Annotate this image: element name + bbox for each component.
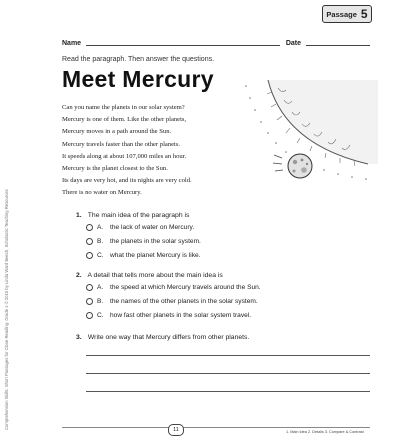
option-letter: B.: [97, 238, 104, 245]
passage-badge: [322, 5, 372, 23]
option-letter: A.: [97, 224, 104, 231]
question-1-option-a[interactable]: [86, 224, 194, 231]
option-text: how fast other planets in the solar system travel.: [110, 312, 252, 319]
option-text: the names of the other planets in the solar system.: [110, 298, 258, 305]
option-letter: B.: [97, 298, 104, 305]
passage-number: 5: [360, 7, 368, 21]
radio-circle-icon[interactable]: [86, 312, 93, 319]
passage-line: There is no water on Mercury.: [62, 189, 142, 197]
radio-circle-icon[interactable]: [86, 238, 93, 245]
question-text: Write one way that Mercury differs from other planets.: [87, 334, 250, 341]
question-text: The main idea of the paragraph is: [87, 212, 190, 219]
radio-circle-icon[interactable]: [86, 298, 93, 305]
mercury-planet: [288, 154, 312, 178]
name-date-row: [62, 35, 370, 47]
option-text: what the planet Mercury is like.: [110, 252, 201, 259]
question-2-option-a[interactable]: [86, 284, 261, 291]
radio-circle-icon[interactable]: [86, 224, 93, 231]
passage-line: Mercury is the planet closest to the Sun.: [62, 165, 168, 173]
question-1-option-b[interactable]: [86, 238, 201, 245]
page-number: 11: [168, 424, 184, 436]
page-title: Meet Mercury: [62, 66, 214, 92]
instructions: Read the paragraph. Then answer the questions.: [62, 56, 215, 63]
option-letter: C.: [97, 252, 104, 259]
passage-label: Passage: [326, 9, 357, 19]
question-number: 1.: [76, 212, 82, 219]
passage-line: Mercury moves in a path around the Sun.: [62, 128, 172, 136]
name-label: Name: [62, 40, 82, 47]
passage-line: It speeds along at about 107,000 miles an hour.: [62, 152, 187, 160]
question-number: 2.: [76, 272, 82, 279]
question-1-option-c[interactable]: [86, 252, 201, 259]
option-text: the lack of water on Mercury.: [110, 224, 195, 231]
answer-line-1[interactable]: [86, 355, 370, 356]
date-label: Date: [285, 40, 301, 47]
question-text: A detail that tells more about the main idea is: [87, 272, 223, 279]
answer-line-2[interactable]: [86, 373, 370, 374]
date-field-line[interactable]: [306, 37, 370, 46]
question-2: [76, 272, 223, 279]
option-letter: A.: [97, 284, 104, 291]
side-credit-text: Comprehension Skills: Short Passages for Close Reading: Grade 1 © 2015 by Linda Ward Beech, Scholastic Teaching Resources: [4, 189, 9, 430]
passage-line: Mercury travels faster than the other planets.: [62, 140, 181, 148]
passage-line: Mercury is one of them. Like the other planets,: [62, 116, 187, 124]
question-2-option-b[interactable]: [86, 298, 258, 305]
option-letter: C.: [97, 312, 104, 319]
answer-line-3[interactable]: [86, 391, 370, 392]
name-field-line[interactable]: [86, 37, 280, 46]
footer-divider: [62, 427, 370, 428]
option-text: the speed at which Mercury travels around the Sun.: [110, 284, 261, 291]
mercury-illustration: [238, 80, 378, 190]
question-number: 3.: [76, 334, 82, 341]
sun-arc: [268, 80, 378, 164]
passage-line: Its days are very hot, and its nights are very cold.: [62, 177, 192, 185]
question-3: [76, 334, 249, 341]
radio-circle-icon[interactable]: [86, 252, 93, 259]
skills-key: 1. Main Idea 2. Details 3. Compare & Contrast: [286, 430, 364, 434]
radio-circle-icon[interactable]: [86, 284, 93, 291]
question-2-option-c[interactable]: [86, 312, 251, 319]
passage-line: Can you name the planets in our solar system?: [62, 104, 185, 111]
motion-lines: [273, 155, 283, 171]
question-1: [76, 212, 189, 219]
passage-paragraph: [62, 102, 262, 200]
option-text: the planets in the solar system.: [110, 238, 201, 245]
